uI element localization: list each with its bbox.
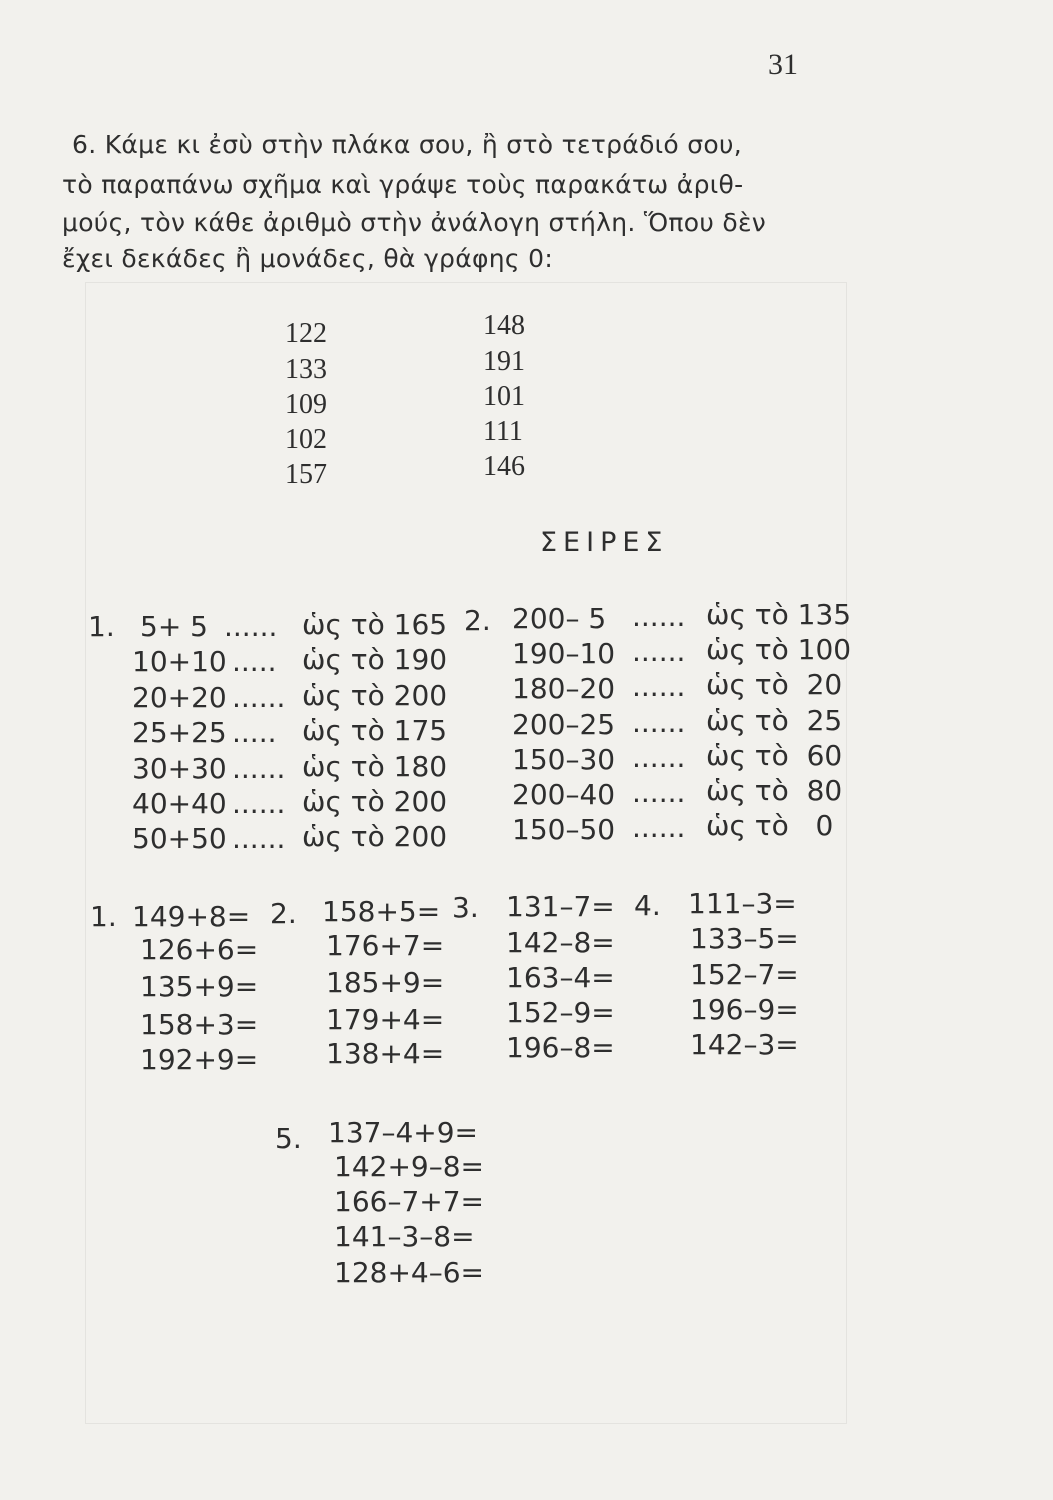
series1-row6-to: ὡς τὸ 200: [302, 785, 448, 818]
exercise-group2-item2: 176+7=: [326, 929, 445, 962]
series1-row1-expr: 5+ 5: [140, 610, 208, 643]
series1-row5-expr: 30+30: [132, 752, 227, 785]
exercise-group1-item4: 158+3=: [140, 1008, 259, 1041]
number-col2-4: 111: [483, 416, 523, 447]
exercise-group4-item1: 111–3=: [688, 887, 797, 920]
exercise-group4-label: 4.: [634, 889, 661, 922]
exercise-group1-item2: 126+6=: [140, 933, 259, 966]
exercise-group2-item5: 138+4=: [326, 1037, 445, 1070]
series2-row6-expr: 200–40: [512, 778, 616, 811]
exercise-group5-item2: 142+9–8=: [334, 1150, 484, 1183]
instruction-line-1: 6. Κάμε κι ἐσὺ στὴν πλάκα σου, ἢ στὸ τετράδιό σου,: [72, 130, 743, 159]
series2-row2-dots: ......: [632, 635, 686, 668]
exercise-group2-label: 2.: [270, 897, 297, 930]
series1-row3-dots: ......: [232, 681, 286, 714]
number-col1-5: 157: [285, 459, 327, 490]
series2-row3-to: ὡς τὸ 20: [706, 668, 843, 701]
number-col2-3: 101: [483, 381, 525, 412]
series2-label: 2.: [464, 604, 491, 637]
instruction-line-3: μούς, τὸν κάθε ἀριθμὸ στὴν ἀνάλογη στήλη. Ὅπου δὲν: [62, 208, 767, 237]
number-col2-5: 146: [483, 451, 525, 482]
exercise-group4-item4: 196–9=: [690, 993, 799, 1026]
series2-row5-dots: ......: [632, 741, 686, 774]
series2-row4-to: ὡς τὸ 25: [706, 704, 843, 737]
exercise-group3-label: 3.: [452, 891, 479, 924]
exercise-group2-item1: 158+5=: [322, 895, 441, 928]
series1-row4-expr: 25+25: [132, 716, 227, 749]
series2-row3-expr: 180–20: [512, 672, 616, 705]
series1-label: 1.: [88, 610, 115, 643]
series2-row3-dots: ......: [632, 670, 686, 703]
number-col2-2: 191: [483, 346, 525, 377]
series1-row7-dots: ......: [232, 822, 286, 855]
series1-row4-to: ὡς τὸ 175: [302, 714, 448, 747]
exercise-group3-item5: 196–8=: [506, 1031, 615, 1064]
series1-row1-to: ὡς τὸ 165: [302, 608, 448, 641]
number-col2-1: 148: [483, 310, 525, 341]
series2-row7-dots: ......: [632, 811, 686, 844]
instruction-line-2: τὸ παραπάνω σχῆμα καὶ γράψε τοὺς παρακάτω ἀριθ-: [62, 170, 744, 199]
series1-row2-expr: 10+10: [132, 645, 227, 678]
series2-row1-to: ὡς τὸ 135: [706, 598, 852, 631]
series1-row3-expr: 20+20: [132, 681, 227, 714]
series1-row6-expr: 40+40: [132, 787, 227, 820]
exercise-group3-item1: 131–7=: [506, 890, 615, 923]
series2-row7-to: ὡς τὸ 0: [706, 809, 834, 842]
series2-row7-expr: 150–50: [512, 813, 616, 846]
series1-row2-to: ὡς τὸ 190: [302, 643, 448, 676]
series-heading: ΣΕΙΡΕΣ: [540, 527, 669, 558]
number-col1-1: 122: [285, 318, 327, 349]
exercise-group2-item3: 185+9=: [326, 966, 445, 999]
number-col1-4: 102: [285, 424, 327, 455]
exercise-group4-item2: 133–5=: [690, 922, 799, 955]
series2-row4-expr: 200–25: [512, 708, 616, 741]
number-col1-2: 133: [285, 354, 327, 385]
series2-row5-expr: 150–30: [512, 743, 616, 776]
exercise-group3-item4: 152–9=: [506, 996, 615, 1029]
series1-row5-dots: ......: [232, 752, 286, 785]
exercise-group2-item4: 179+4=: [326, 1003, 445, 1036]
series2-row2-expr: 190–10: [512, 637, 616, 670]
exercise-group3-item2: 142–8=: [506, 926, 615, 959]
series2-row1-expr: 200– 5: [512, 602, 607, 635]
series1-row6-dots: ......: [232, 787, 286, 820]
exercise-group1-item3: 135+9=: [140, 970, 259, 1003]
series1-row5-to: ὡς τὸ 180: [302, 750, 448, 783]
series1-row7-expr: 50+50: [132, 822, 227, 855]
exercise-group4-item5: 142–3=: [690, 1028, 799, 1061]
series2-row6-dots: ......: [632, 776, 686, 809]
series1-row3-to: ὡς τὸ 200: [302, 679, 448, 712]
exercise-group5-item1: 137–4+9=: [328, 1116, 478, 1149]
series2-row6-to: ὡς τὸ 80: [706, 774, 843, 807]
series1-row2-dots: .....: [232, 645, 277, 678]
series2-row4-dots: ......: [632, 706, 686, 739]
exercise-group1-label: 1.: [90, 900, 117, 933]
exercise-group5-label: 5.: [275, 1122, 302, 1155]
exercise-group4-item3: 152–7=: [690, 958, 799, 991]
series1-row1-dots: ......: [224, 610, 278, 643]
exercise-group5-item4: 141–3–8=: [334, 1220, 475, 1253]
series1-row4-dots: .....: [232, 716, 277, 749]
series2-row2-to: ὡς τὸ 100: [706, 633, 852, 666]
exercise-group3-item3: 163–4=: [506, 961, 615, 994]
exercise-group5-item3: 166–7+7=: [334, 1185, 484, 1218]
page-number: 31: [768, 48, 798, 81]
instruction-line-4: ἔχει δεκάδες ἢ μονάδες, θὰ γράφης 0:: [62, 244, 554, 273]
number-col1-3: 109: [285, 389, 327, 420]
series1-row7-to: ὡς τὸ 200: [302, 820, 448, 853]
exercise-group5-item5: 128+4–6=: [334, 1256, 484, 1289]
series2-row5-to: ὡς τὸ 60: [706, 739, 843, 772]
exercise-group1-item5: 192+9=: [140, 1043, 259, 1076]
series2-row1-dots: ......: [632, 600, 686, 633]
exercise-group1-item1: 149+8=: [132, 900, 251, 933]
